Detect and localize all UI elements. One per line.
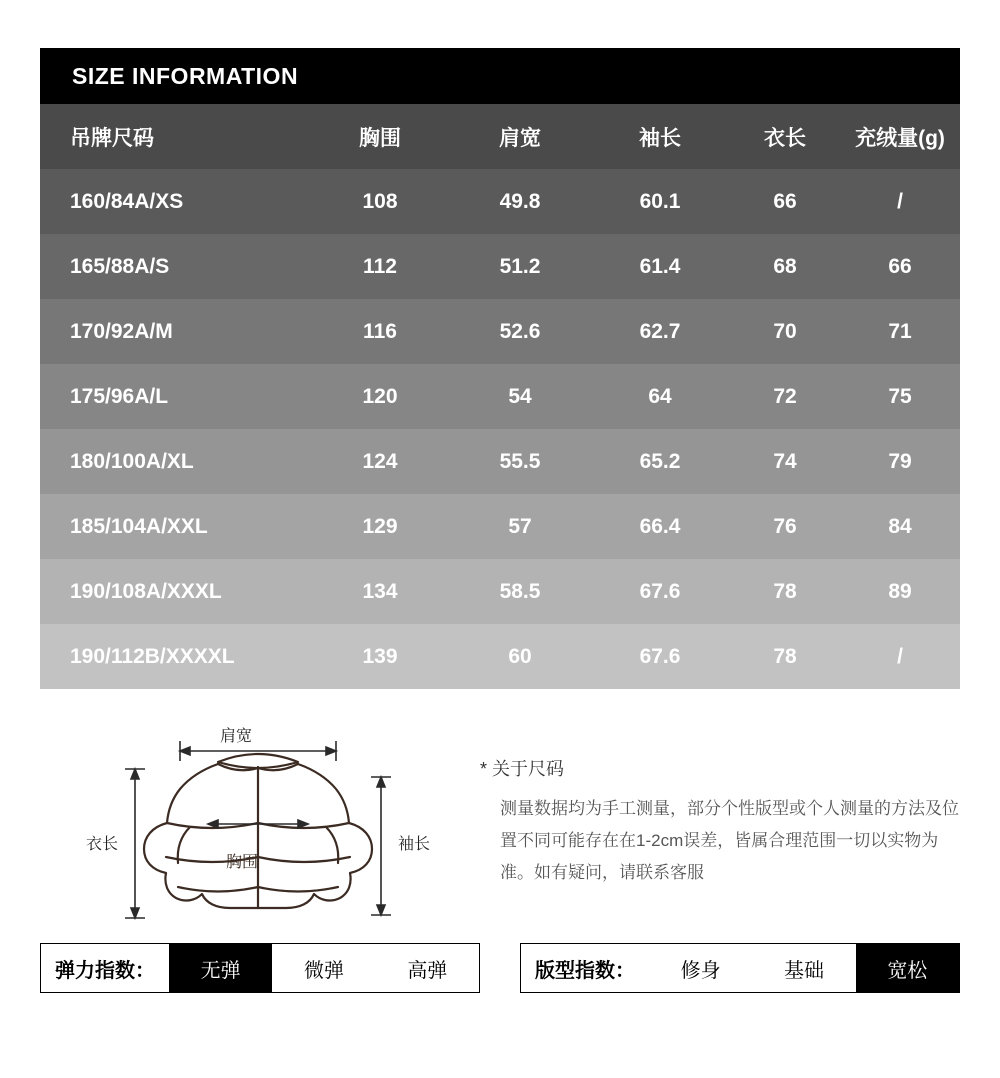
column-header: 袖长	[639, 126, 681, 150]
length-value: 78	[773, 644, 797, 668]
elasticity-option-high[interactable]: 高弹	[407, 959, 448, 982]
shoulder-value: 52.6	[499, 319, 541, 343]
elasticity-index-label: 弹力指数：	[55, 959, 155, 982]
shoulder-value: 55.5	[499, 449, 541, 473]
chest-label: 胸围	[225, 854, 259, 871]
elasticity-index	[40, 943, 480, 993]
down-fill-value: 84	[888, 514, 912, 538]
chest-value: 120	[362, 384, 398, 408]
column-header: 肩宽	[499, 126, 541, 150]
measurement-guide	[40, 707, 960, 937]
shoulder-value: 51.2	[499, 254, 541, 278]
length-value: 76	[773, 514, 797, 538]
chest-value: 129	[362, 514, 398, 538]
sleeve-value: 67.6	[639, 579, 681, 603]
fit-options	[649, 944, 959, 992]
down-fill-value: 66	[888, 254, 912, 278]
sleeve-value: 65.2	[639, 449, 681, 473]
shoulder-value: 60	[508, 644, 532, 668]
size-code: 190/108A/XXXL	[70, 579, 222, 603]
down-fill-value: 75	[888, 384, 912, 408]
down-fill-value: 89	[888, 579, 912, 603]
length-value: 66	[773, 189, 797, 213]
table-row	[40, 299, 960, 364]
chest-value: 112	[363, 254, 397, 278]
shoulder-value: 57	[508, 514, 532, 538]
sleeve-value: 66.4	[639, 514, 681, 538]
length-value: 70	[773, 319, 797, 343]
sleeve-length-label: 袖长	[398, 836, 431, 853]
sleeve-value: 62.7	[639, 319, 681, 343]
table-row	[40, 364, 960, 429]
garment-length-label: 衣长	[85, 836, 118, 853]
size-information-header	[40, 48, 960, 104]
size-note	[470, 707, 960, 937]
down-fill-value: /	[897, 189, 903, 213]
table-row	[40, 169, 960, 234]
table-row	[40, 494, 960, 559]
sleeve-value: 67.6	[639, 644, 681, 668]
sleeve-value: 61.4	[639, 254, 681, 278]
size-information-page	[0, 48, 1000, 1078]
chest-value: 116	[363, 319, 397, 343]
column-header: 衣长	[764, 126, 806, 150]
size-code: 170/92A/M	[70, 319, 173, 343]
page-title: SIZE INFORMATION	[72, 62, 299, 89]
size-note-body: 测量数据均为手工测量，部分个性版型或个人测量的方法及位置不同可能存在在1-2cm误差，皆属合理范围一切以实物为准。如有疑问，请联系客服	[500, 799, 959, 882]
chest-value: 124	[362, 449, 398, 473]
fit-option-loose[interactable]: 宽松	[856, 944, 959, 992]
length-value: 68	[773, 254, 797, 278]
size-code: 185/104A/XXL	[70, 514, 208, 538]
size-table	[40, 104, 960, 689]
size-code: 175/96A/L	[70, 384, 169, 408]
sleeve-value: 60.1	[639, 189, 681, 213]
down-jacket-measure-illustration	[40, 707, 470, 937]
table-row	[40, 559, 960, 624]
elasticity-options	[169, 944, 479, 992]
length-value: 72	[773, 384, 797, 408]
size-code: 180/100A/XL	[70, 449, 194, 473]
length-value: 74	[773, 449, 797, 473]
elasticity-option-none[interactable]: 无弹	[169, 944, 272, 992]
shoulder-width-label: 肩宽	[219, 728, 253, 745]
garment-diagram	[40, 707, 470, 937]
fit-index-label: 版型指数：	[535, 959, 635, 982]
down-fill-value: 79	[888, 449, 912, 473]
length-value: 78	[773, 579, 797, 603]
size-code: 190/112B/XXXXL	[70, 644, 235, 668]
shoulder-value: 49.8	[499, 189, 541, 213]
chest-value: 134	[362, 579, 398, 603]
index-bars	[40, 943, 960, 993]
down-fill-value: 71	[888, 319, 912, 343]
fit-option-regular[interactable]: 基础	[783, 959, 824, 982]
table-row	[40, 624, 960, 689]
column-header: 吊牌尺码	[70, 126, 154, 150]
table-row	[40, 234, 960, 299]
fit-index	[520, 943, 960, 993]
chest-value: 108	[362, 189, 398, 213]
size-code: 165/88A/S	[70, 254, 170, 278]
column-header: 充绒量(g)	[855, 126, 945, 150]
elasticity-option-slight[interactable]: 微弹	[303, 959, 344, 982]
size-code: 160/84A/XS	[70, 189, 184, 213]
shoulder-value: 54	[508, 384, 532, 408]
shoulder-value: 58.5	[499, 579, 541, 603]
fit-option-slim[interactable]: 修身	[680, 959, 721, 982]
chest-value: 139	[362, 644, 398, 668]
table-row	[40, 429, 960, 494]
size-note-title: * 关于尺码	[480, 759, 565, 779]
column-header: 胸围	[359, 126, 401, 150]
table-header-row	[40, 104, 960, 169]
down-fill-value: /	[897, 644, 903, 668]
sleeve-value: 64	[648, 384, 672, 408]
